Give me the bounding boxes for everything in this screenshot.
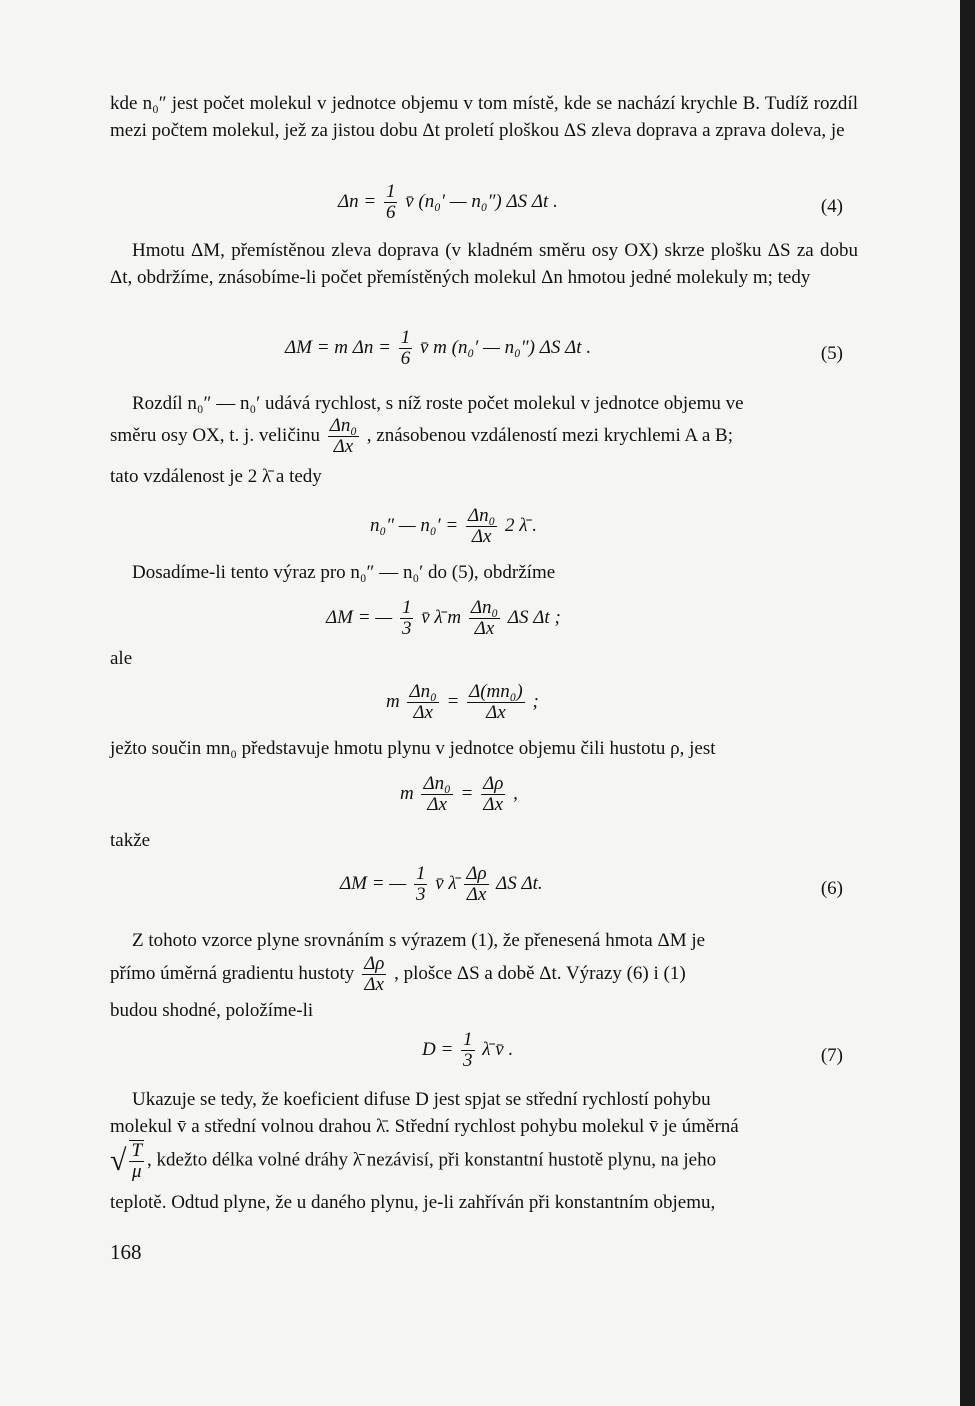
label-ale: ale: [110, 648, 133, 669]
equation-7: D = $\frac{1}{3}$ λ̄ v̄ .: [422, 1029, 514, 1071]
sqrt-symbol: √: [110, 1144, 127, 1177]
eq5-rhs: v̄ m (n₀′ — n₀″) ΔS Δt .: [420, 336, 592, 358]
eq4-rhs: v̄ (n₀′ — n₀″) ΔS Δt .: [405, 190, 558, 212]
equation-7-number: (7): [820, 1045, 843, 1066]
paragraph-3-line-2: směru osy OX, t. j. veličinu $\frac{\text{Δn₀}}{\Delta x}$ , znásobenou vzdáleností mezi krychlemi A a B;: [110, 415, 733, 457]
p3-fraction: $\frac{\text{Δn₀}}{\Delta x}$: [329, 415, 358, 457]
equation-5: [285, 328, 591, 369]
paragraph-7-line-3: √ $\frac{T}{\mu}$ , kdežto délka volné dráhy λ̄ nezávisí, při konstantní hustotě plynu, na jeho: [110, 1140, 717, 1182]
page-number: 168: [110, 1240, 142, 1264]
page-edge: [960, 0, 975, 1406]
eq4-lhs: Δn =: [338, 190, 377, 212]
paragraph-6-line-1: Z tohoto vzorce plyne srovnáním s výrazem (1), že přenesená hmota ΔM je: [132, 930, 706, 951]
eq4-fraction: $\frac{1}{6}$: [385, 181, 396, 223]
paragraph-4: Dosadíme-li tento výraz pro n₀″ — n₀′ do (5), obdržíme: [132, 562, 556, 583]
equation-4: [338, 182, 558, 223]
paragraph-5: ježto součin mn₀ představuje hmotu plynu v jednotce objemu čili hustotu ρ, jest: [110, 738, 716, 759]
eq5-fraction: $\frac{1}{6}$: [400, 327, 411, 369]
equation-6: ΔM = — $\frac{1}{3}$ v̄ λ̄ $\frac{\Delta\rho}{\Delta x}$ ΔS Δt.: [340, 863, 543, 905]
equation-5-number: (5): [820, 343, 843, 364]
equation-m3: m $\frac{\text{Δn₀}}{\Delta x}$ = $\frac{\Delta\rho}{\Delta x}$ ,: [400, 773, 518, 815]
paragraph-1: kde n₀″ jest počet molekul v jednotce objemu v tom místě, kde se nachází krychle B. Tudíž rozdíl mezi počtem molekul, jež za jistou dobu Δt proletí ploškou ΔS zleva doprava a zprava doleva, je: [110, 93, 858, 141]
equation-n-difference: n₀″ — n₀′ = $\frac{\text{Δn₀}}{\Delta x}$ 2 λ̄ .: [370, 505, 537, 547]
equation-m1: ΔM = — $\frac{1}{3}$ v̄ λ̄ m $\frac{\text{Δn₀}}{\Delta x}$ ΔS Δt ;: [326, 597, 561, 639]
paragraph-7-line-2: molekul v̄ a střední volnou drahou λ̄. Střední rychlost pohybu molekul v̄ je úměrná: [110, 1116, 739, 1137]
equation-m2: m $\frac{\text{Δn₀}}{\Delta x}$ = $\frac{\text{Δ(mn₀)}}{\Delta x}$ ;: [386, 681, 539, 723]
paragraph-3-line-3: tato vzdálenost je 2 λ̄ a tedy: [110, 466, 322, 487]
equation-4-number: (4): [820, 196, 843, 217]
paragraph-7-line-4: teplotě. Odtud plyne, že u daného plynu, je-li zahříván při konstantním objemu,: [110, 1192, 716, 1213]
paragraph-7-line-1: Ukazuje se tedy, že koeficient difuse D jest spjat se střední rychlostí pohybu: [132, 1089, 711, 1110]
paragraph-6-line-2: přímo úměrná gradientu hustoty $\frac{\Delta\rho}{\Delta x}$ , plošce ΔS a době Δt. Výrazy (6) i (1): [110, 953, 686, 995]
equation-6-number: (6): [820, 878, 843, 899]
label-takze: takže: [110, 830, 151, 851]
paragraph-2: Hmotu ΔM, přemístěnou zleva doprava (v kladném směru osy OX) skrze plošku ΔS za dobu Δt, obdržíme, znásobíme-li počet přemístěných molekul Δn hmotou jedné molekuly m; tedy: [110, 240, 858, 288]
eq5-lhs: ΔM = m Δn =: [285, 336, 391, 358]
paragraph-3-line-1: Rozdíl n₀″ — n₀′ udává rychlost, s níž roste počet molekul v jednotce objemu ve: [132, 393, 744, 414]
sqrt-fraction: $\frac{T}{\mu}$: [131, 1140, 143, 1182]
paragraph-6-line-3: budou shodné, položíme-li: [110, 1000, 314, 1021]
